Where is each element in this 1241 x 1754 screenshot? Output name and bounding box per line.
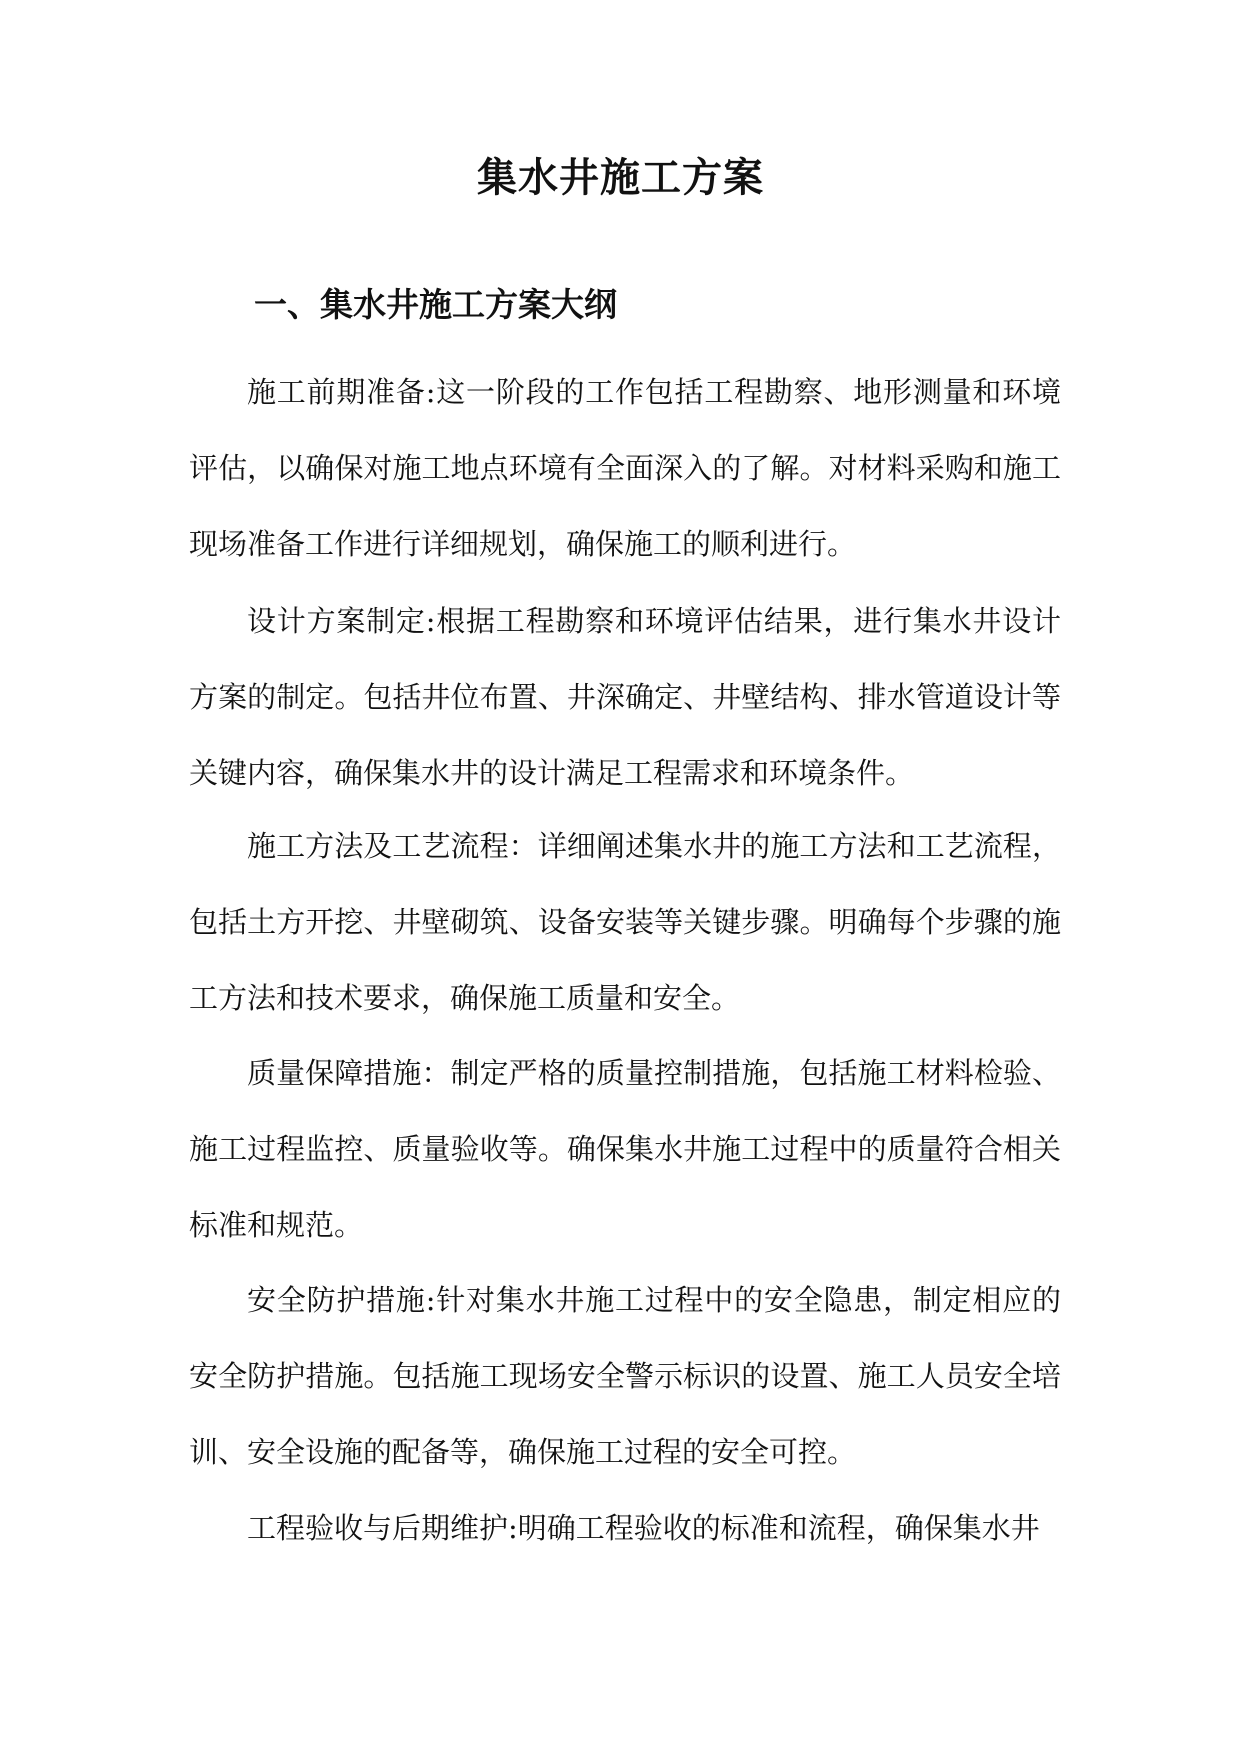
paragraph-design: 设计方案制定:根据工程勘察和环境评估结果，进行集水井设计方案的制定。包括井位布置、井深确定、井壁结构、排水管道设计等关键内容，确保集水井的设计满足工程需求和环境条件。 [189,604,1061,790]
paragraph-quality: 质量保障措施：制定严格的质量控制措施，包括施工材料检验、施工过程监控、质量验收等。确保集水井施工过程中的质量符合相关标准和规范。 [189,1056,1061,1242]
document-title: 集水井施工方案 [477,154,764,201]
section-heading: 一、集水井施工方案大纲 [254,285,617,324]
paragraph-safety: 安全防护措施:针对集水井施工过程中的安全隐患，制定相应的安全防护措施。包括施工现场安全警示标识的设置、施工人员安全培训、安全设施的配备等，确保施工过程的安全可控。 [189,1283,1061,1469]
paragraph-acceptance: 工程验收与后期维护:明确工程验收的标准和流程，确保集水井 [247,1511,1040,1545]
paragraph-methods: 施工方法及工艺流程：详细阐述集水井的施工方法和工艺流程，包括土方开挖、井壁砌筑、设备安装等关键步骤。明确每个步骤的施工方法和技术要求，确保施工质量和安全。 [189,829,1061,1015]
paragraph-preparation: 施工前期准备:这一阶段的工作包括工程勘察、地形测量和环境评估，以确保对施工地点环境有全面深入的了解。对材料采购和施工现场准备工作进行详细规划，确保施工的顺利进行。 [189,375,1061,561]
